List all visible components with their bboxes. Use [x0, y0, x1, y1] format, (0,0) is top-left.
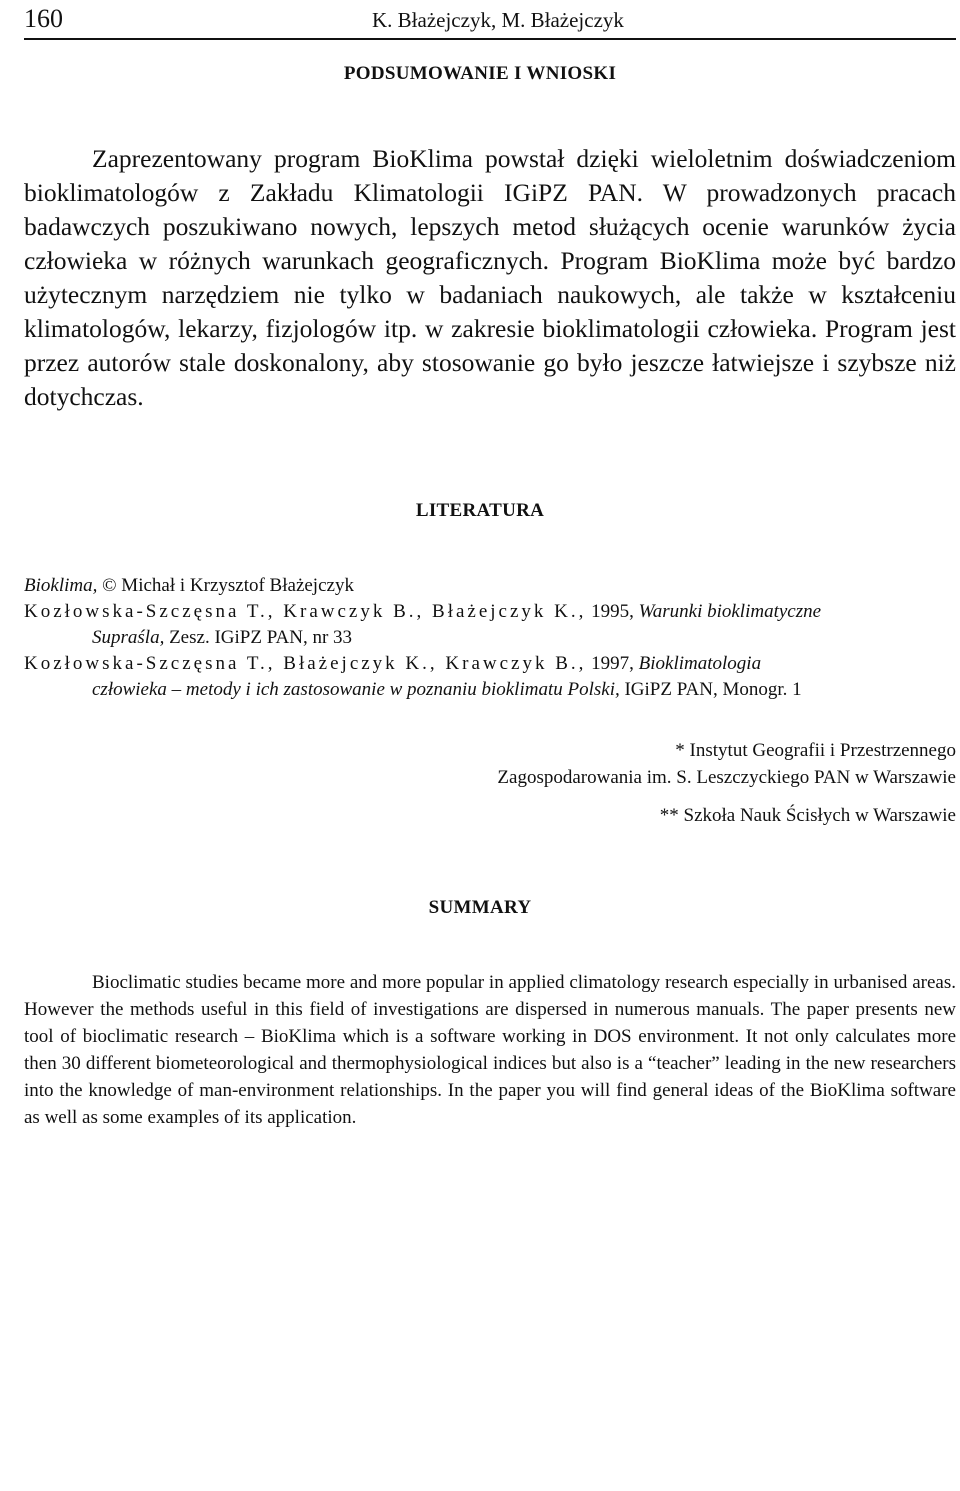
header-divider — [24, 38, 956, 40]
reference-year: 1995, — [591, 601, 634, 622]
reference-title: Warunki bioklimatyczne — [638, 601, 822, 622]
reference-authors: Kozłowska-Szczęsna T., Krawczyk B., Błażejczyk K., — [24, 601, 587, 622]
section-title-literature: LITERATURA — [415, 500, 545, 521]
conclusions-paragraph — [24, 142, 956, 414]
reference-year: 1997, — [591, 653, 634, 674]
affiliation-line: Zagospodarowania im. S. Leszczyckiego PAN w Warszawie — [497, 767, 956, 788]
reference-item — [24, 599, 956, 625]
page-header — [24, 4, 956, 34]
section-title-summary: SUMMARY — [428, 897, 532, 918]
reference-list — [24, 573, 956, 703]
reference-authors: Kozłowska-Szczęsna T., Błażejczyk K., Krawczyk B., — [24, 653, 587, 674]
affiliation-line: ** Szkoła Nauk Ścisłych w Warszawie — [659, 805, 956, 826]
reference-title: Bioklima, — [24, 575, 98, 596]
summary-paragraph: Bioclimatic studies became more and more popular in applied climatology research especially in urbanised areas. However the methods useful in this field of investigations are dispersed in numerous manuals. The paper presents new tool of bioclimatic research – BioKlima which is a software working in DOS environment. It not only calculates more then 30 different biometeorological and thermophysiological indices but also is a “teacher” leading in the new researchers into the knowledge of man-environment relationships. In the paper you will find general ideas of the BioKlima software as well as some examples of its application. — [24, 972, 956, 1128]
reference-details: IGiPZ PAN, Monogr. 1 — [624, 679, 802, 700]
reference-details: Zesz. IGiPZ PAN, nr 33 — [169, 627, 353, 648]
affiliation-line: * Instytut Geografii i Przestrzennego — [675, 740, 956, 761]
page-number: 160 — [24, 4, 63, 33]
reference-item-continued — [24, 677, 956, 703]
reference-title: człowieka – metody i ich zastosowanie w poznaniu bioklimatu Polski, — [92, 679, 620, 700]
conclusions-text: Zaprezentowany program BioKlima powstał dzięki wieloletnim doświadczeniom bioklimatologów z Zakładu Klimatologii IGiPZ PAN. W prowadzonych pracach badawczych poszukiwano nowych, lepszych metod służących ocenie warunków życia człowieka w różnych warunkach geograficznych. Program BioKlima może być bardzo użytecznym narzędziem nie tylko w badaniach naukowych, ale także w kształceniu klimatologów, lekarzy, fizjologów itp. w zakresie bioklimatologii człowieka. Program jest przez autorów stale doskonalony, aby stosowanie go było jeszcze łatwiejsze i szybsze niż dotychczas. — [24, 144, 956, 411]
reference-item — [24, 573, 956, 599]
reference-title: Bioklimatologia — [638, 653, 762, 674]
reference-details: © Michał i Krzysztof Błażejczyk — [102, 575, 354, 596]
running-head: K. Błażejczyk, M. Błażejczyk — [372, 8, 624, 32]
reference-item — [24, 651, 956, 677]
reference-item-continued — [24, 625, 956, 651]
reference-title: Supraśla, — [92, 627, 165, 648]
section-title-conclusions: PODSUMOWANIE I WNIOSKI — [343, 63, 617, 84]
